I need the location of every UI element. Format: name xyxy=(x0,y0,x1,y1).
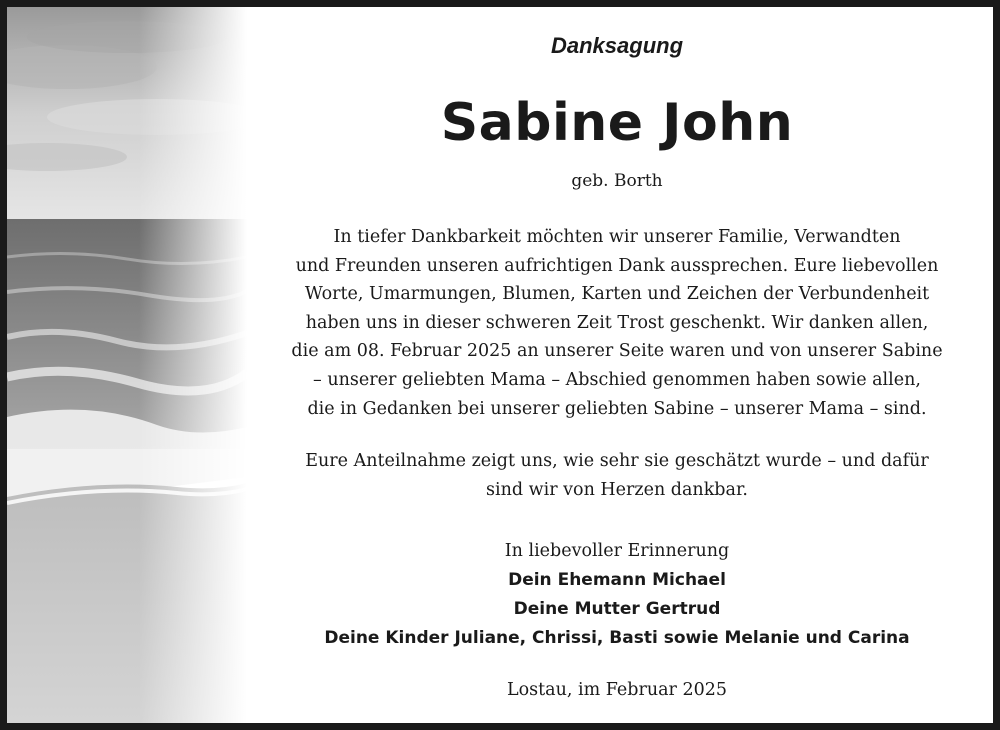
paragraph-line: die in Gedanken bei unserer geliebten Sabine – unserer Mama – sind. xyxy=(307,398,927,419)
paragraph-line: haben uns in dieser schweren Zeit Trost geschenkt. Wir danken allen, xyxy=(305,312,929,333)
paragraph-line: In tiefer Dankbarkeit möchten wir unserer Familie, Verwandten xyxy=(333,227,901,247)
paragraph-line: Eure Anteilnahme zeigt uns, wie sehr sie geschätzt wurde – und dafür xyxy=(305,451,929,471)
maiden-name: geb. Borth xyxy=(571,171,663,191)
place-date: Lostau, im Februar 2025 xyxy=(506,680,728,700)
memory-line: In liebevoller Erinnerung xyxy=(504,541,730,561)
signer-children: Deine Kinder Juliane, Chrissi, Basti sowie Melanie und Carina xyxy=(324,628,910,648)
deceased-name: Sabine John xyxy=(440,93,794,153)
paragraph-line: – unserer geliebten Mama – Abschied genommen haben sowie allen, xyxy=(313,369,921,390)
signature-block xyxy=(247,537,987,653)
paragraph-line: Worte, Umarmungen, Blumen, Karten und Zeichen der Verbundenheit xyxy=(304,284,930,305)
paragraph-line: sind wir von Herzen dankbar. xyxy=(486,479,748,500)
beach-waves-photo xyxy=(7,7,247,723)
notice-content xyxy=(247,7,987,723)
signer-husband: Dein Ehemann Michael xyxy=(508,570,726,590)
paragraph-line: und Freunden unseren aufrichtigen Dank aussprechen. Eure liebevollen xyxy=(295,255,939,276)
notice-heading: Danksagung xyxy=(550,33,684,58)
thanks-paragraph xyxy=(247,223,987,423)
gratitude-paragraph xyxy=(247,447,987,504)
paragraph-line: die am 08. Februar 2025 an unserer Seite waren und von unserer Sabine xyxy=(291,341,943,362)
signer-mother: Deine Mutter Gertrud xyxy=(513,599,721,619)
